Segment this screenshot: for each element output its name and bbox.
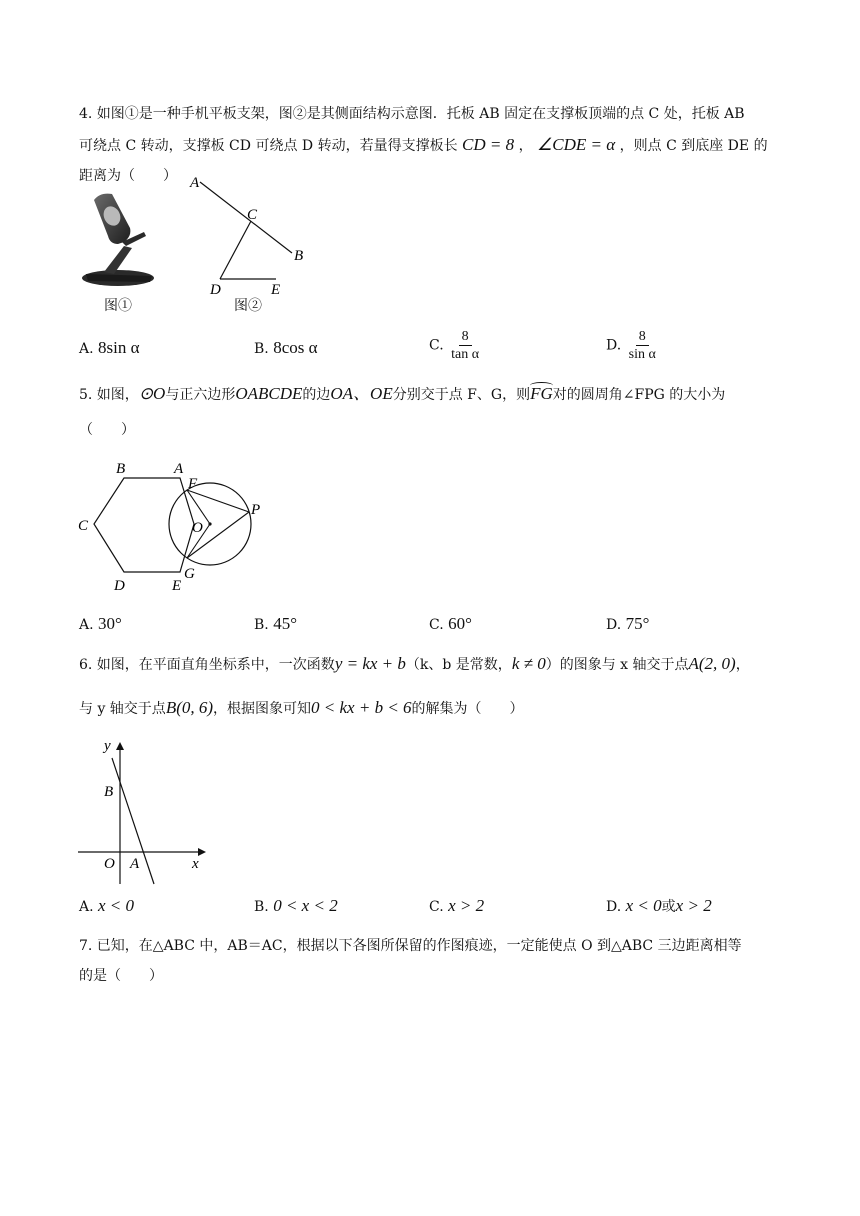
q5-hexagon-name: OABCDE bbox=[235, 384, 303, 403]
q4-option-a-value: 8sin α bbox=[98, 338, 140, 357]
label-e: E bbox=[271, 282, 281, 298]
stand-support-plate bbox=[104, 246, 132, 274]
q6-line-2 bbox=[79, 698, 524, 719]
label-b: B bbox=[104, 784, 114, 800]
q4-cd-length: CD = 8 bbox=[462, 135, 515, 154]
q6-line-1-text-c: ）的图象与 x 轴交于点 bbox=[545, 657, 689, 673]
q5-option-d[interactable] bbox=[606, 614, 649, 635]
q5-arc-fg bbox=[530, 384, 553, 403]
q5-sides: OA、OE bbox=[330, 384, 393, 403]
q6-option-a[interactable] bbox=[79, 896, 134, 917]
q5-figure bbox=[70, 452, 280, 598]
q6-inequality: 0 < kx + b < 6 bbox=[311, 698, 412, 717]
q6-line-1-text-a: 6. 如图，在平面直角坐标系中，一次函数 bbox=[79, 657, 335, 673]
label-o: O bbox=[104, 856, 115, 872]
q4-option-b[interactable] bbox=[254, 338, 318, 359]
q4-separator: ， bbox=[518, 138, 533, 154]
q5-line-1-text-b: 与正六边形 bbox=[165, 387, 236, 403]
q5-line-2: （ ） bbox=[79, 422, 135, 438]
q4-option-a[interactable] bbox=[79, 338, 140, 359]
q4-angle-cde: ∠CDE = α bbox=[537, 135, 616, 154]
q4-option-c[interactable] bbox=[429, 328, 482, 363]
q4-line-2 bbox=[79, 135, 768, 156]
q4-line-1: 4. 如图①是一种手机平板支架，图②是其侧面结构示意图．托板 AB 固定在支撑板顶端的点 C 处，托板 AB bbox=[79, 106, 745, 122]
segment-cd bbox=[220, 221, 251, 279]
q5-option-b-letter: B. bbox=[254, 617, 269, 633]
q4-option-d-numerator: 8 bbox=[636, 328, 649, 346]
q6-option-d[interactable] bbox=[606, 896, 712, 917]
q4-line-3: 距离为（ ） bbox=[79, 168, 177, 184]
q5-option-c-letter: C. bbox=[429, 617, 444, 633]
label-f: F bbox=[188, 476, 198, 492]
q6-line-2-text-a: 与 y 轴交于点 bbox=[79, 701, 166, 717]
q6-option-c-letter: C. bbox=[429, 899, 444, 915]
label-b: B bbox=[294, 248, 304, 264]
q4-option-c-denominator: tan α bbox=[451, 347, 480, 362]
segment-ab bbox=[200, 182, 292, 253]
q6-option-b-letter: B. bbox=[254, 899, 269, 915]
label-a: A bbox=[130, 856, 140, 872]
q6-line-1-text-b: （k、b 是常数， bbox=[405, 657, 512, 673]
hexagon-oabcde bbox=[94, 478, 194, 572]
y-axis-arrow-icon bbox=[116, 742, 124, 750]
q5-option-a-value: 30° bbox=[98, 614, 122, 633]
label-e: E bbox=[172, 578, 182, 594]
q5-option-c-value: 60° bbox=[448, 614, 472, 633]
q5-circle-o: ⊙O bbox=[138, 384, 166, 403]
q5-line-1 bbox=[79, 384, 725, 405]
q5-line-1-text-d: 分别交于点 F、G，则 bbox=[392, 387, 531, 403]
q4-option-c-letter: C. bbox=[429, 337, 444, 354]
q4-option-c-numerator: 8 bbox=[459, 328, 472, 346]
q6-option-b[interactable] bbox=[254, 896, 338, 917]
q6-option-c[interactable] bbox=[429, 896, 484, 917]
q4-option-d[interactable] bbox=[606, 328, 659, 363]
label-a: A bbox=[174, 461, 184, 477]
q4-fig2-caption: 图② bbox=[234, 299, 262, 314]
q6-point-b: B(0, 6) bbox=[165, 698, 214, 717]
q6-figure bbox=[74, 734, 214, 888]
label-b: B bbox=[116, 461, 126, 477]
q6-option-d-value-a: x < 0 bbox=[625, 896, 662, 915]
q4-option-d-denominator: sin α bbox=[628, 347, 656, 362]
q6-option-d-value-b: x > 2 bbox=[675, 896, 712, 915]
q4-option-c-fraction bbox=[448, 328, 482, 363]
q7-line-1: 7. 已知，在△ABC 中，AB＝AC，根据以下各图所保留的作图痕迹，一定能使点 O 到△ABC 三边距离相等 bbox=[79, 938, 742, 954]
q4-option-d-letter: D. bbox=[606, 337, 622, 354]
segment-fp bbox=[187, 490, 249, 512]
q4-figure-1 bbox=[78, 184, 160, 314]
q5-line-1-text-c: 的边 bbox=[302, 387, 331, 403]
q6-option-d-letter: D. bbox=[606, 899, 622, 915]
label-d: D bbox=[210, 282, 221, 298]
q6-line-2-text-c: 的解集为（ ） bbox=[411, 701, 524, 717]
q6-function: y = kx + b bbox=[334, 654, 406, 673]
q4-option-b-value: 8cos α bbox=[273, 338, 318, 357]
q5-line-1-text-e: 对的圆周角∠FPG 的大小为 bbox=[552, 387, 726, 403]
q6-line-1 bbox=[79, 654, 750, 675]
q5-option-d-value: 75° bbox=[625, 614, 650, 633]
q5-option-b[interactable] bbox=[254, 614, 297, 635]
q5-option-c[interactable] bbox=[429, 614, 472, 635]
label-c: C bbox=[78, 518, 89, 534]
q6-point-a: A(2, 0) bbox=[688, 654, 736, 673]
label-o: O bbox=[192, 520, 203, 536]
label-d: D bbox=[114, 578, 125, 594]
label-g: G bbox=[184, 566, 195, 582]
label-y: y bbox=[104, 738, 111, 754]
q6-line-1-text-d: ， bbox=[735, 657, 750, 673]
q7-line-2: 的是（ ） bbox=[79, 968, 163, 984]
q5-option-a[interactable] bbox=[79, 614, 122, 635]
q4-line-2-text-b: ，则点 C 到底座 DE 的 bbox=[619, 138, 768, 154]
q5-option-a-letter: A. bbox=[79, 617, 94, 633]
q4-option-d-fraction bbox=[626, 328, 659, 363]
q6-option-c-value: x > 2 bbox=[448, 896, 485, 915]
q6-option-a-letter: A. bbox=[79, 899, 94, 915]
q4-line-2-text-a: 可绕点 C 转动，支撑板 CD 可绕点 D 转动，若量得支撑板长 bbox=[79, 138, 458, 154]
q4-option-a-letter: A. bbox=[79, 341, 94, 357]
q6-option-b-value: 0 < x < 2 bbox=[273, 896, 338, 915]
label-a: A bbox=[190, 175, 200, 191]
q4-option-b-letter: B. bbox=[254, 341, 269, 357]
q5-arc-label: FG bbox=[530, 384, 553, 403]
q5-option-d-letter: D. bbox=[606, 617, 622, 633]
q6-option-a-value: x < 0 bbox=[98, 896, 135, 915]
label-c: C bbox=[247, 207, 258, 223]
label-p: P bbox=[251, 502, 261, 518]
label-x: x bbox=[192, 856, 199, 872]
q6-line-2-text-b: ，根据图象可知 bbox=[213, 701, 312, 717]
q5-option-b-value: 45° bbox=[273, 614, 298, 633]
q4-fig1-caption: 图① bbox=[104, 299, 132, 314]
q5-line-1-text-a: 5. 如图， bbox=[79, 387, 139, 403]
q6-option-d-or: 或 bbox=[661, 899, 676, 915]
q4-figure-2 bbox=[180, 172, 320, 314]
q6-k-condition: k ≠ 0 bbox=[511, 654, 546, 673]
x-axis-arrow-icon bbox=[198, 848, 206, 856]
